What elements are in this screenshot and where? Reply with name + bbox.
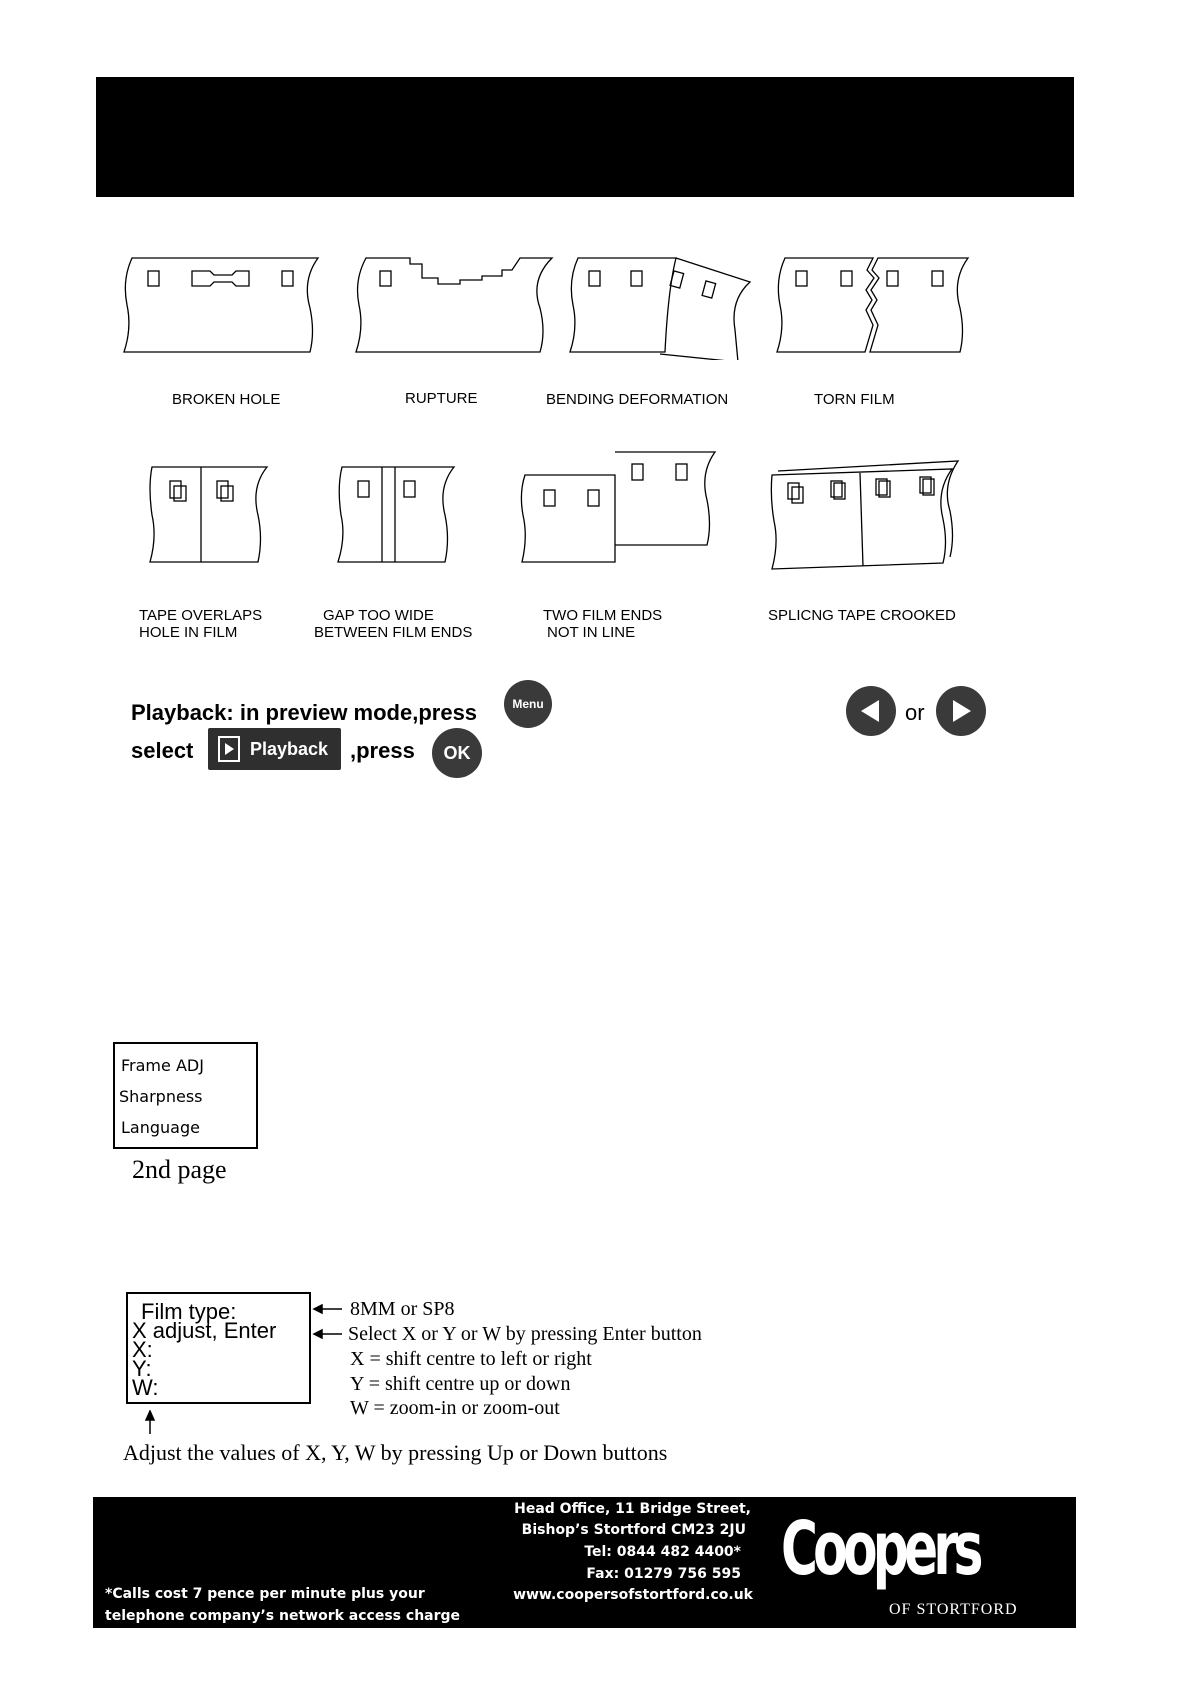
broken-hole-illustration <box>124 258 318 352</box>
gap-too-wide-illustration <box>338 467 454 562</box>
footer-tel: Tel: 0844 482 4400* <box>584 1544 741 1560</box>
film-damage-row-1 <box>110 250 1010 360</box>
bending-deformation-illustration <box>570 258 676 352</box>
up-arrow-icon <box>142 1410 158 1434</box>
or-label: or <box>905 700 925 725</box>
ok-button-icon <box>432 728 482 778</box>
play-icon <box>218 736 240 762</box>
menu-button-icon <box>504 680 552 728</box>
pointer-arrows-icon <box>310 1296 346 1346</box>
footer-address-line2: Bishop’s Stortford CM23 2JU <box>521 1522 746 1538</box>
caption-two-ends-1: TWO FILM ENDS <box>543 607 663 624</box>
caption-gap-1: GAP TOO WIDE <box>323 607 434 624</box>
rupture-illustration <box>356 258 552 352</box>
menu-page-box <box>113 1042 258 1149</box>
note-x: X = shift centre to left or right <box>350 1348 592 1370</box>
header-bar <box>96 77 1074 197</box>
caption-gap-2: BETWEEN FILM ENDS <box>314 624 473 641</box>
note-film-type: 8MM or SP8 <box>350 1298 455 1320</box>
tape-overlaps-illustration <box>150 467 267 562</box>
setting-film-type: Film type: <box>141 1299 237 1324</box>
note-w: W = zoom-in or zoom-out <box>350 1397 560 1419</box>
note-y: Y = shift centre up or down <box>350 1373 571 1395</box>
footer-fax: Fax: 01279 756 595 <box>586 1566 741 1582</box>
caption-broken-hole: BROKEN HOLE <box>172 391 281 408</box>
coopers-logo <box>781 1503 1071 1625</box>
caption-torn-film: TORN FILM <box>814 391 895 408</box>
caption-bending-deformation: BENDING DEFORMATION <box>546 391 729 408</box>
setting-x-adjust: X adjust, Enter <box>132 1318 277 1343</box>
two-film-ends-illustration <box>521 475 615 562</box>
menu-item-frame-adj: Frame ADJ <box>121 1056 204 1075</box>
footer-calls-note-2: telephone company’s network access charge <box>105 1608 461 1624</box>
torn-film-illustration <box>777 258 874 352</box>
menu-button-label: Menu <box>512 697 544 711</box>
setting-x: X: <box>132 1337 153 1362</box>
playback-menu-badge <box>208 728 341 770</box>
playback-instruction-line1: Playback: in preview mode,press <box>131 700 478 725</box>
logo-main-text: Coopers <box>781 1506 979 1592</box>
caption-rupture: RUPTURE <box>405 390 478 407</box>
logo-sub-text: OF STORTFORD <box>889 1601 1018 1618</box>
caption-splicing: SPLICNG TAPE CROOKED <box>768 607 956 624</box>
playback-instruction-press: ,press <box>350 738 415 763</box>
left-arrow-icon <box>846 686 896 736</box>
film-damage-row-2 <box>110 445 990 575</box>
setting-y: Y: <box>132 1356 152 1381</box>
right-arrow-icon <box>936 686 986 736</box>
footer-bar <box>93 1497 1076 1628</box>
caption-tape-overlaps-2: HOLE IN FILM <box>139 624 238 641</box>
footer-website: www.coopersofstortford.co.uk <box>513 1587 753 1603</box>
setting-w: W: <box>132 1375 159 1400</box>
note-adjust-values: Adjust the values of X, Y, W by pressing Up or Down buttons <box>123 1440 668 1465</box>
note-select: Select X or Y or W by pressing Enter button <box>348 1323 702 1345</box>
menu-item-sharpness: Sharpness <box>119 1087 203 1106</box>
menu-page-caption: 2nd page <box>132 1155 227 1184</box>
frame-adjust-box <box>126 1292 311 1404</box>
caption-tape-overlaps-1: TAPE OVERLAPS <box>139 607 263 624</box>
playback-instruction-select: select <box>131 738 194 763</box>
footer-calls-note-1: *Calls cost 7 pence per minute plus your <box>105 1586 425 1602</box>
footer-address-line1: Head Office, 11 Bridge Street, <box>514 1501 751 1517</box>
menu-item-language: Language <box>121 1118 200 1137</box>
caption-two-ends-2: NOT IN LINE <box>547 624 636 641</box>
ok-button-label: OK <box>443 742 471 763</box>
playback-badge-label: Playback <box>250 738 329 759</box>
